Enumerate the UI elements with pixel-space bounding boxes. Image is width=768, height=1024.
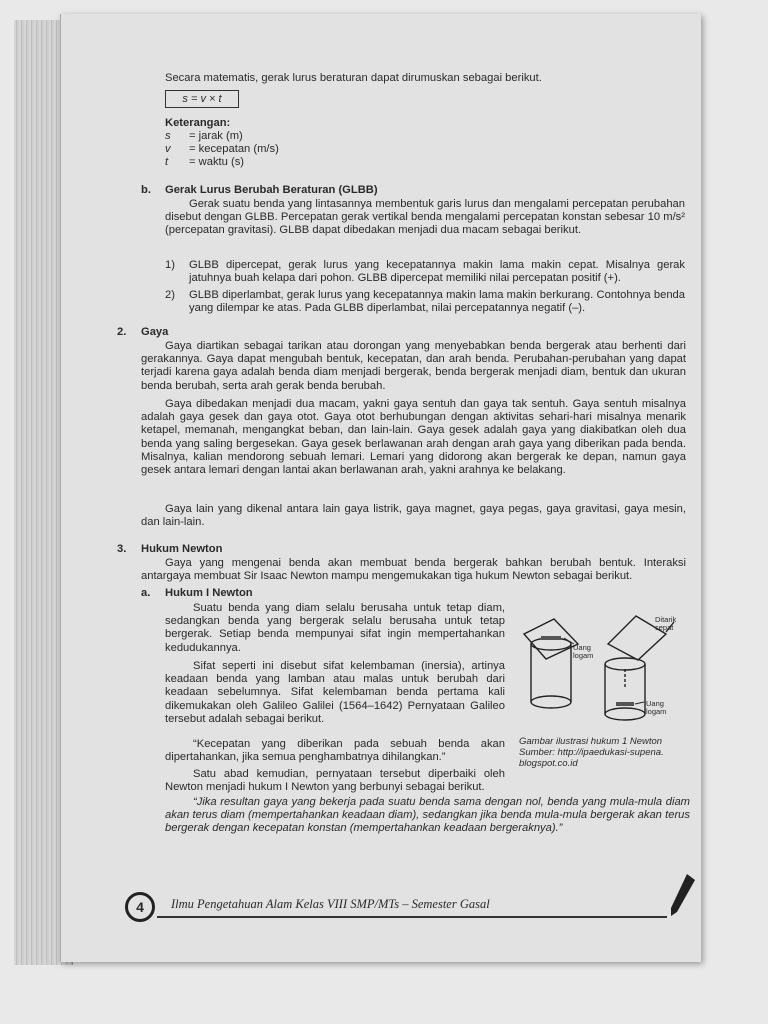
hukum1-marker: a.	[141, 587, 151, 599]
list-item: 1) GLBB dipercepat, gerak lurus yang kecepatannya makin lama makin cepat. Misalnya gerak jatuhnya buah kelapa dari pohon. GLBB dipercepat memiliki nilai percepatan positif (+).	[165, 259, 685, 285]
newton-paragraph: Gaya yang mengenai benda akan membuat benda bergerak bahkan berubah bentuk. Interaksi antargaya membuat Sir Isaac Newton mampu mengemukakan tiga hukum Newton sebagai berikut.	[141, 557, 686, 583]
figure-caption: Gambar ilustrasi hukum 1 Newton Sumber: http://ipaedukasi-supena. blogspot.co.id	[519, 736, 664, 769]
label-uang-1: Uang logam	[573, 643, 594, 660]
glbb-heading: Gerak Lurus Berubah Beraturan (GLBB)	[165, 184, 378, 196]
newton-heading: Hukum Newton	[141, 543, 223, 555]
newton-marker: 3.	[117, 543, 127, 555]
hukum1-paragraph-1: Suatu benda yang diam selalu berusaha untuk tetap diam, sedangkan benda yang bergerak selalu berusaha untuk tetap bergerak. Setiap benda mempunyai sifat ingin mempertahankan kedudukannya.	[165, 602, 505, 654]
definition-row: s = jarak (m)	[165, 130, 243, 142]
label-ditarik: Ditarik cepat	[655, 615, 677, 632]
gaya-paragraph-2: Gaya dibedakan menjadi dua macam, yakni gaya sentuh dan gaya tak sentuh. Gaya sentuh misalnya adalah gaya gesek dan gaya otot. Gaya otot berhubungan dengan aktivitas sehari-hari misalnya menarik ketapel, memanah, mengangkat beban, dan lain-lain. Gaya gesek adalah gaya yang diakibatkan oleh dua benda yang saling bergesekan. Gaya gesek berlawanan arah dengan arah gaya yang diberikan pada benda. Misalnya, kalian mendorong sebuah lemari. Lemari yang didorong akan bergerak ke depan, namun gaya gesek antara lemari dengan lantai akan berlawanan arah, yakni arahnya ke belakang.	[141, 398, 686, 477]
footer-title: Ilmu Pengetahuan Alam Kelas VIII SMP/MTs – Semester Gasal	[171, 897, 490, 911]
newton-illustration	[516, 614, 696, 734]
pencil-icon	[667, 872, 697, 918]
gaya-heading: Gaya	[141, 326, 169, 338]
list-item: 2) GLBB diperlambat, gerak lurus yang kecepatannya makin lama makin berkurang. Contohnya benda yang dilempar ke atas. Pada GLBB diperlambat, nilai percepatannya negatif (–).	[165, 289, 685, 315]
book-page	[60, 14, 701, 962]
galileo-quote: “Kecepatan yang diberikan pada sebuah benda akan dipertahankan, jika semua penghambatnya dihilangkan.”	[165, 738, 505, 764]
label-uang-2: Uang logam	[646, 699, 667, 716]
formula-box: s = v × t	[165, 90, 239, 108]
footer-rule	[157, 916, 667, 918]
definition-row: t = waktu (s)	[165, 156, 245, 168]
gaya-paragraph-1: Gaya diartikan sebagai tarikan atau dorongan yang menyebabkan benda bergerak atau berhenti dari gerakannya. Gaya dapat mengubah bentuk, kecepatan, dan arah benda. Perubahan-perubahan yang dapat terjadi karena gaya adalah benda diam menjadi bergerak, benda bergerak menjadi diam, bentuk dan ukuran benda berubah, serta arah gerak benda berubah.	[141, 340, 686, 392]
keterangan-title: Keterangan:	[165, 117, 231, 129]
gaya-marker: 2.	[117, 326, 127, 338]
hukum1-heading: Hukum I Newton	[165, 587, 253, 599]
definition-row: v = kecepatan (m/s)	[165, 143, 279, 155]
glbb-paragraph: Gerak suatu benda yang lintasannya membentuk garis lurus dan mengalami percepatan perubahan disebut dengan GLBB. Percepatan gerak vertikal benda mengalami percepatan konstan sebesar 10 m/s² (percepatan gravitasi). GLBB dapat dibedakan menjadi dua macam sebagai berikut.	[165, 198, 685, 237]
hukum1-paragraph-2: Sifat seperti ini disebut sifat kelembaman (inersia), artinya keadaan benda yang lamban atau malas untuk berubah dari keadaan sebelumnya. Sifat kelembaman benda pertama kali dikemukakan oleh Galileo Galilei (1564–1642) Pernyataan Galileo tersebut adalah sebagai berikut.	[165, 660, 505, 725]
newton-law-quote: “Jika resultan gaya yang bekerja pada suatu benda sama dengan nol, benda yang mula-mula diam akan terus diam (mempertahankan keadaan diam), sedangkan jika benda mula-mula bergerak akan terus bergerak dengan kecepatan konstan (mempertahankan keadaan bergeraknya).”	[165, 796, 690, 835]
intro-text: Secara matematis, gerak lurus beraturan dapat dirumuskan sebagai berikut.	[165, 72, 542, 84]
hukum1-paragraph-3: Satu abad kemudian, pernyataan tersebut diperbaiki oleh Newton menjadi hukum I Newton yang berbunyi sebagai berikut.	[165, 768, 505, 794]
gaya-paragraph-3: Gaya lain yang dikenal antara lain gaya listrik, gaya magnet, gaya pegas, gaya gravitasi, gaya mesin, dan lain-lain.	[141, 503, 686, 529]
glbb-marker: b.	[141, 184, 151, 196]
page-number: 4	[136, 899, 144, 915]
definition-list	[165, 130, 365, 169]
